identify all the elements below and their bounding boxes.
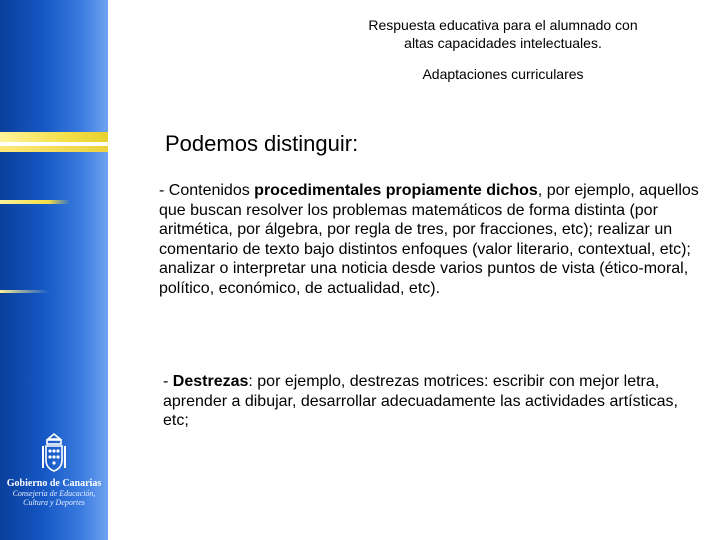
- yellow-stripe: [0, 146, 108, 152]
- logo-department: Cultura y Deportes: [23, 498, 85, 507]
- paragraph-procedimentales: [159, 181, 699, 298]
- section-heading: Podemos distinguir:: [165, 131, 359, 156]
- paragraph-text: , por ejemplo, aquellos que buscan resolver los problemas matemáticos de forma distinta (por aritmética, por álgebra, por regla de tres, por fracciones, etc); realizar un comentario de texto bajo distintos enfoques (valor literario, contextual, etc); analizar o interpretar una noticia desde varios puntos de vista (ético-moral, político, económico, de actualidad, etc).: [159, 182, 699, 297]
- paragraph-text: -: [163, 373, 173, 390]
- slide-title: [318, 16, 688, 52]
- logo-name: Gobierno de Canarias: [6, 478, 102, 489]
- yellow-stripe: [0, 132, 108, 142]
- title-line: Respuesta educativa para el alumnado con: [368, 17, 638, 33]
- coat-of-arms-icon: [40, 432, 68, 474]
- slide-subtitle: Adaptaciones curriculares: [422, 66, 584, 82]
- paragraph-text: : por ejemplo, destrezas motrices: escribir con mejor letra, aprender a dibujar, desarrollar adecuadamente las actividades artísticas, etc;: [163, 373, 678, 429]
- paragraph-text: - Contenidos: [159, 182, 255, 199]
- yellow-stripe: [0, 290, 50, 293]
- bold-term: procedimentales propiamente dichos: [254, 182, 538, 199]
- paragraph-destrezas: [163, 372, 693, 431]
- bold-term: Destrezas: [172, 373, 249, 390]
- yellow-stripe: [0, 200, 70, 204]
- logo-department: Consejería de Educación,: [12, 489, 96, 498]
- sidebar-decoration: [0, 0, 108, 540]
- gobierno-logo: [0, 432, 108, 507]
- title-line: altas capacidades intelectuales.: [404, 35, 602, 51]
